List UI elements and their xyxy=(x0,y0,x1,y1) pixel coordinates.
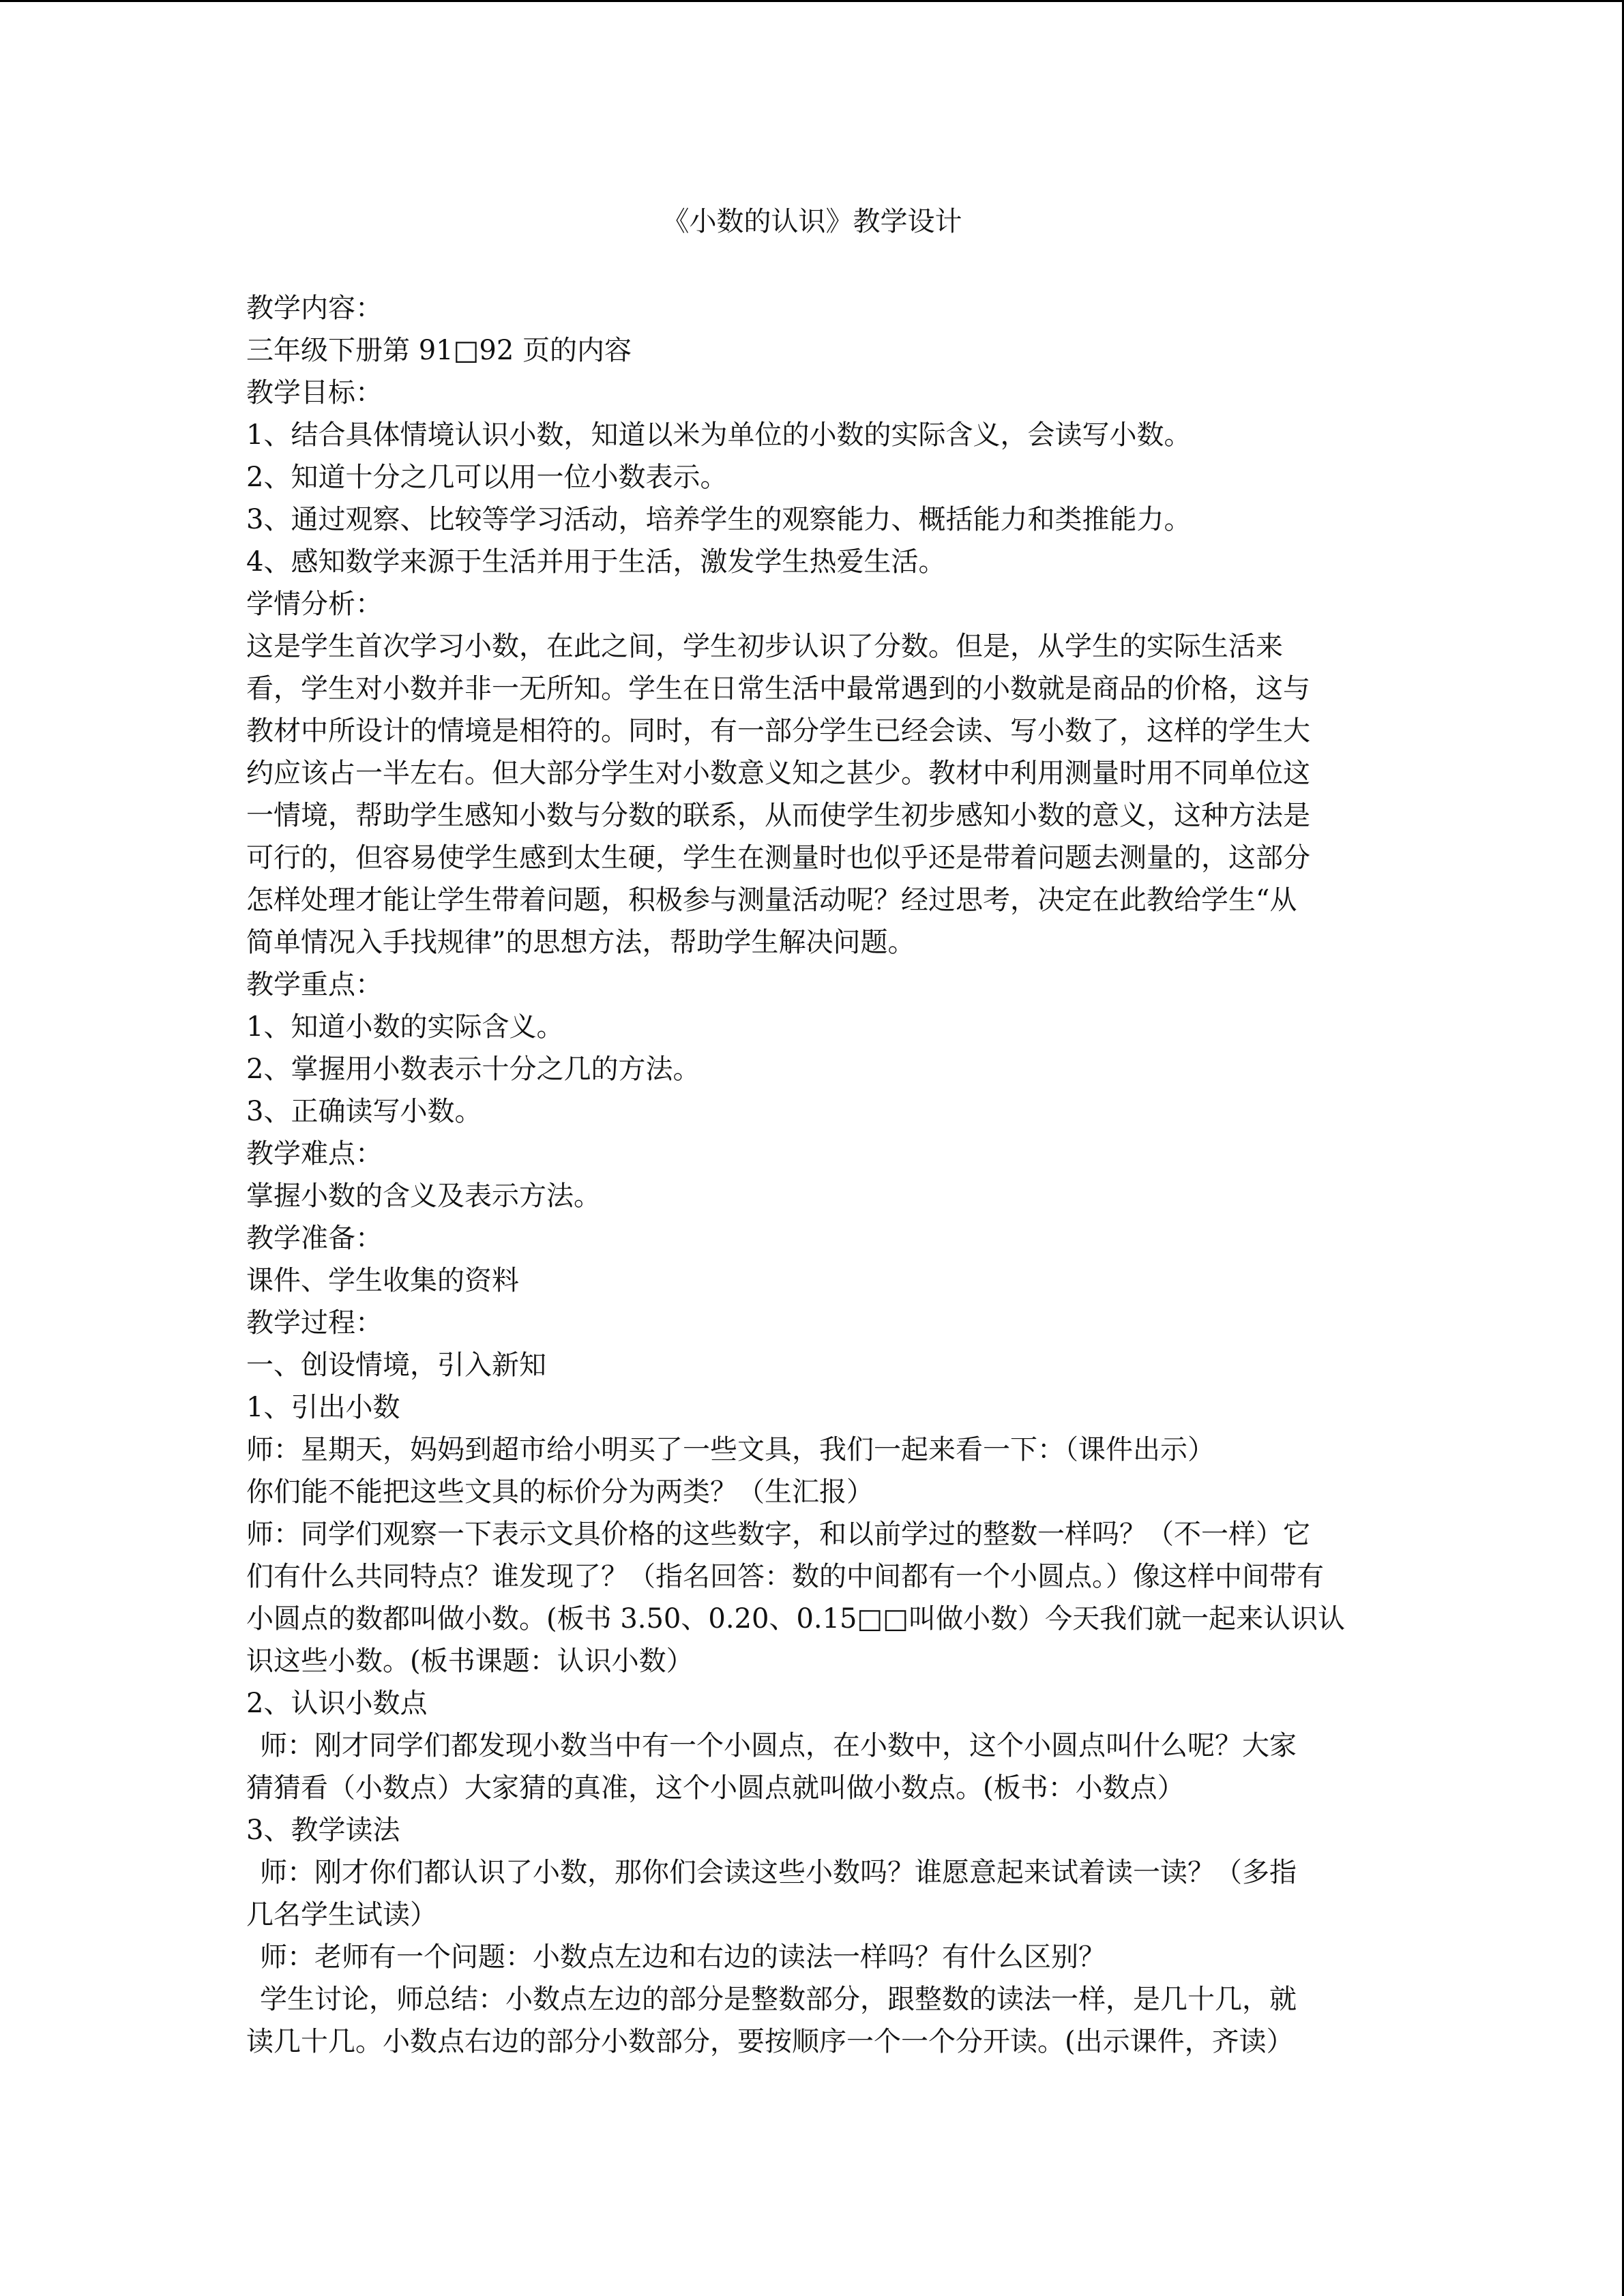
text-line: 一情境，帮助学生感知小数与分数的联系，从而使学生初步感知小数的意义，这种方法是 xyxy=(246,800,1310,831)
text-line: 这是学生首次学习小数，在此之间，学生初步认识了分数。但是，从学生的实际生活来 xyxy=(246,631,1283,662)
text-line: 师：老师有一个问题：小数点左边和右边的读法一样吗？有什么区别？ xyxy=(260,1941,1106,1973)
text-line: 2、认识小数点 xyxy=(246,1688,428,1719)
text-line: 几名学生试读） xyxy=(246,1899,437,1930)
text-line: 1、知道小数的实际含义。 xyxy=(246,1011,564,1043)
text-line: 教学目标： xyxy=(246,377,383,408)
text-line: 们有什么共同特点？谁发现了？（指名回答：数的中间都有一个小圆点。）像这样中间带有 xyxy=(246,1561,1324,1592)
document-title: 《小数的认识》教学设计 xyxy=(662,206,962,237)
text-line: 教学过程： xyxy=(246,1307,383,1339)
text-line: 师：同学们观察一下表示文具价格的这些数字，和以前学过的整数一样吗？（不一样）它 xyxy=(246,1519,1310,1550)
text-line: 教学内容： xyxy=(246,293,383,324)
text-line: 教学准备： xyxy=(246,1223,383,1254)
text-line: 3、教学读法 xyxy=(246,1815,400,1846)
text-line: 1、结合具体情境认识小数，知道以米为单位的小数的实际含义，会读写小数。 xyxy=(246,419,1192,451)
text-line: 小圆点的数都叫做小数。(板书 3.50、0.20、0.15□□叫做小数）今天我们就一起来认识认 xyxy=(246,1603,1346,1635)
text-line: 约应该占一半左右。但大部分学生对小数意义知之甚少。教材中利用测量时用不同单位这 xyxy=(246,758,1310,789)
text-line: 教材中所设计的情境是相符的。同时，有一部分学生已经会读、写小数了，这样的学生大 xyxy=(246,715,1310,747)
text-line: 2、知道十分之几可以用一位小数表示。 xyxy=(246,462,728,493)
text-line: 怎样处理才能让学生带着问题，积极参与测量活动呢？经过思考，决定在此教给学生“从 xyxy=(246,884,1297,916)
text-line: 2、掌握用小数表示十分之几的方法。 xyxy=(246,1054,700,1085)
text-line: 识这些小数。(板书课题：认识小数） xyxy=(246,1645,694,1677)
text-line: 师：刚才你们都认识了小数，那你们会读这些小数吗？谁愿意起来试着读一读？（多指 xyxy=(260,1857,1297,1888)
text-line: 教学难点： xyxy=(246,1138,383,1169)
text-line: 猜猜看（小数点）大家猜的真准，这个小圆点就叫做小数点。(板书：小数点） xyxy=(246,1772,1185,1804)
text-line: 教学重点： xyxy=(246,969,383,1000)
text-line: 你们能不能把这些文具的标价分为两类？（生汇报） xyxy=(246,1476,874,1508)
text-line: 简单情况入手找规律”的思想方法，帮助学生解决问题。 xyxy=(246,927,915,958)
text-line: 师：星期天，妈妈到超市给小明买了一些文具，我们一起来看一下：（课件出示） xyxy=(246,1434,1215,1465)
text-line: 课件、学生收集的资料 xyxy=(246,1265,519,1296)
text-line: 1、引出小数 xyxy=(246,1392,400,1423)
text-line: 一、创设情境，引入新知 xyxy=(246,1350,546,1381)
text-line: 掌握小数的含义及表示方法。 xyxy=(246,1180,601,1212)
text-line: 三年级下册第 91□92 页的内容 xyxy=(246,335,632,366)
text-line: 读几十几。小数点右边的部分小数部分，要按顺序一个一个分开读。(出示课件，齐读） xyxy=(246,2026,1294,2057)
text-line: 学情分析： xyxy=(246,588,383,620)
text-line: 3、通过观察、比较等学习活动，培养学生的观察能力、概括能力和类推能力。 xyxy=(246,504,1192,535)
text-line: 可行的，但容易使学生感到太生硬，学生在测量时也似乎还是带着问题去测量的，这部分 xyxy=(246,842,1310,874)
text-line: 师：刚才同学们都发现小数当中有一个小圆点，在小数中，这个小圆点叫什么呢？大家 xyxy=(260,1730,1297,1761)
text-line: 学生讨论，师总结：小数点左边的部分是整数部分，跟整数的读法一样，是几十几，就 xyxy=(260,1984,1297,2015)
document-body xyxy=(246,287,1378,2063)
text-line: 看，学生对小数并非一无所知。学生在日常生活中最常遇到的小数就是商品的价格，这与 xyxy=(246,673,1310,704)
text-line: 4、感知数学来源于生活并用于生活，激发学生热爱生活。 xyxy=(246,546,946,578)
text-line: 3、正确读写小数。 xyxy=(246,1096,482,1127)
